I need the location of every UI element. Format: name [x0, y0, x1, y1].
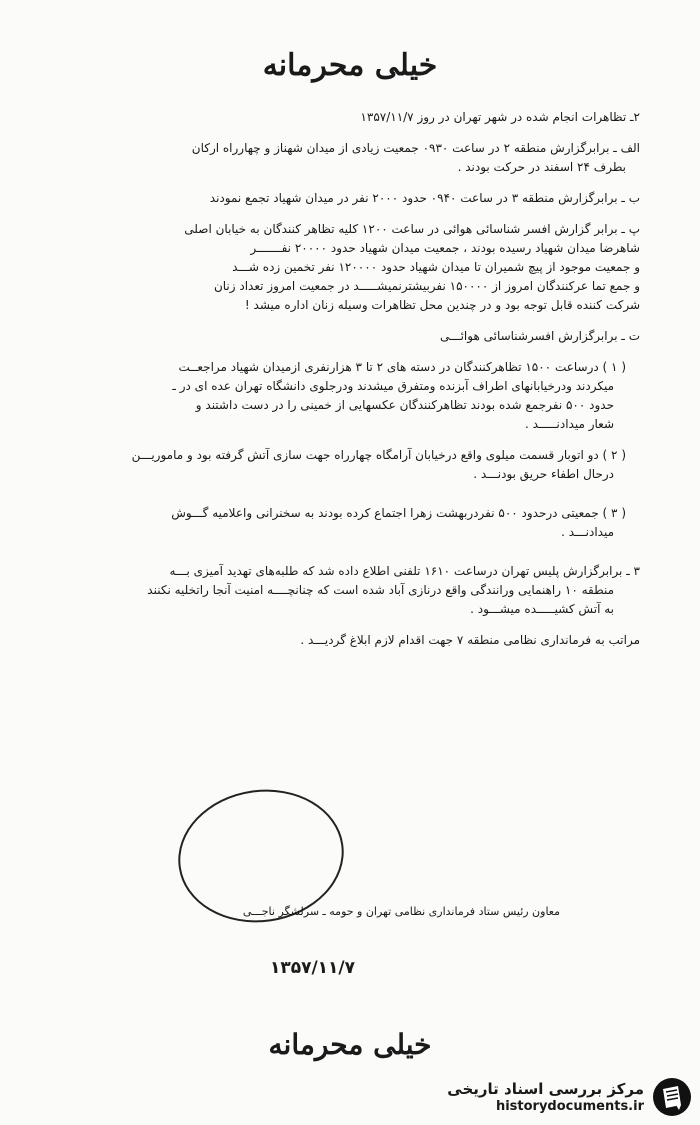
watermark-logo: [422, 1075, 692, 1119]
pe-line-4: و جمع تما عرکنندگان امروز از ۱۵۰۰۰۰ نفربیشترنمیشـــــد در جمعیت امروز تعداد زنان: [213, 279, 640, 293]
be-line-1: ب ـ برابرگزارش منطقه ۳ در ساعت ۰۹۴۰ حدود ۲۰۰۰ نفر در میدان شهیاد تجمع نمودند: [209, 191, 640, 205]
document-body: [50, 108, 640, 650]
watermark-en: historydocuments.ir: [495, 1098, 644, 1114]
orders-line: مراتب به فرمانداری نظامی منطقه ۷ جهت اقدام لازم ابلاغ گردیـــد .: [300, 633, 640, 647]
te-title: ت ـ برابرگزارش افسرشناسائی هوائـــی: [440, 329, 640, 343]
watermark-fa: مرکز بررسی اسناد تاریخی: [447, 1079, 644, 1098]
te1-line-3: حدود ۵۰۰ نفرجمع شده بودند تظاهرکنندگان عکسهایی از خمینی را در دست داشتند و: [195, 398, 614, 412]
pe-line-5: شرکت کننده قابل توجه بود و در چندین محل تظاهرات وسیله زنان اداره میشد !: [244, 298, 640, 312]
classification-header: خیلی محرمانه: [262, 48, 438, 83]
pe-line-2: شاهرضا میدان شهیاد رسیده بودند ، جمعیت میدان شهیاد حدود ۲۰۰۰۰ نفـــــــر: [250, 241, 640, 255]
pe-line-3: و جمعیت موجود از پیچ شمیران تا میدان شهیاد حدود ۱۲۰۰۰۰ نفر تخمین زده شـــد: [232, 260, 640, 274]
te2-line-1: ( ۲ ) دو اتوبار قسمت میلوی واقع درخیابان آرامگاه چهارراه جهت سازی آتش گرفته بود و ماموریـــن: [131, 448, 626, 462]
signature-line: معاون رئیس ستاد فرمانداری نظامی تهران و حومه ـ سرلشگر‌ ناجـــی: [242, 905, 560, 918]
classification-footer: خیلی محرمانه: [268, 1028, 432, 1061]
watermark-text: [447, 1080, 644, 1115]
item3-line-2: منطقه ۱۰ راهنمایی ورانندگی واقع درنازی آباد شده است که چنانچــــه امنیت آنجا راتخلیه نکنند: [147, 583, 614, 597]
alef-line-1: الف ـ برابرگزارش منطقه ۲ در ساعت ۰۹۳۰ جمعیت زیادی از میدان شهناز و چهارراه ارکان: [191, 141, 640, 155]
te1-line-1: ( ۱ ) درساعت ۱۵۰۰ تظاهرکنندگان در دسته های ۲ تا ۳ هزارنفری ازمیدان شهیاد مراجعــت: [178, 360, 626, 374]
item3-line-3: به آتش کشیـــــده میشـــود .: [470, 602, 614, 616]
te3-line-1: ( ۳ ) جمعیتی درحدود ۵۰۰ نفردربهشت زهرا اجتماع کرده بودند به سخنرانی واعلامیه گـــوش: [171, 506, 626, 520]
folded-document-logo-icon: [652, 1077, 692, 1117]
pe-line-1: پ ـ برابر گزارش افسر شناسائی هوائی در ساعت ۱۲۰۰ کلیه تظاهر کنندگان به خیابان اصلی: [184, 222, 640, 236]
alef-line-2: بطرف ۲۴ اسفند در حرکت بودند .: [457, 160, 626, 174]
te1-line-2: میکردند ودرخیابانهای اطراف آبزنده ومتفرق میشدند ودرجلوی دانشگاه تهران عده ای در ـ: [172, 379, 614, 393]
document-date: ۱۳۵۷/۱۱/۷: [269, 958, 355, 978]
te2-line-2: درحال اطفاء حریق بودنـــد .: [473, 467, 614, 481]
item2-title: ۲ـ تظاهرات انجام شده در شهر تهران در روز ۱۳۵۷/۱۱/۷: [360, 110, 640, 124]
item3-line-1: ۳ ـ برابرگزارش پلیس تهران درساعت ۱۶۱۰ تلفنی اطلاع داده شد که طلبه‌های تهدید آمیزی بـــه: [169, 564, 640, 578]
te3-line-2: میدادنـــد .: [561, 525, 614, 539]
te1-line-4: شعار میدادنـــــد .: [525, 417, 614, 431]
